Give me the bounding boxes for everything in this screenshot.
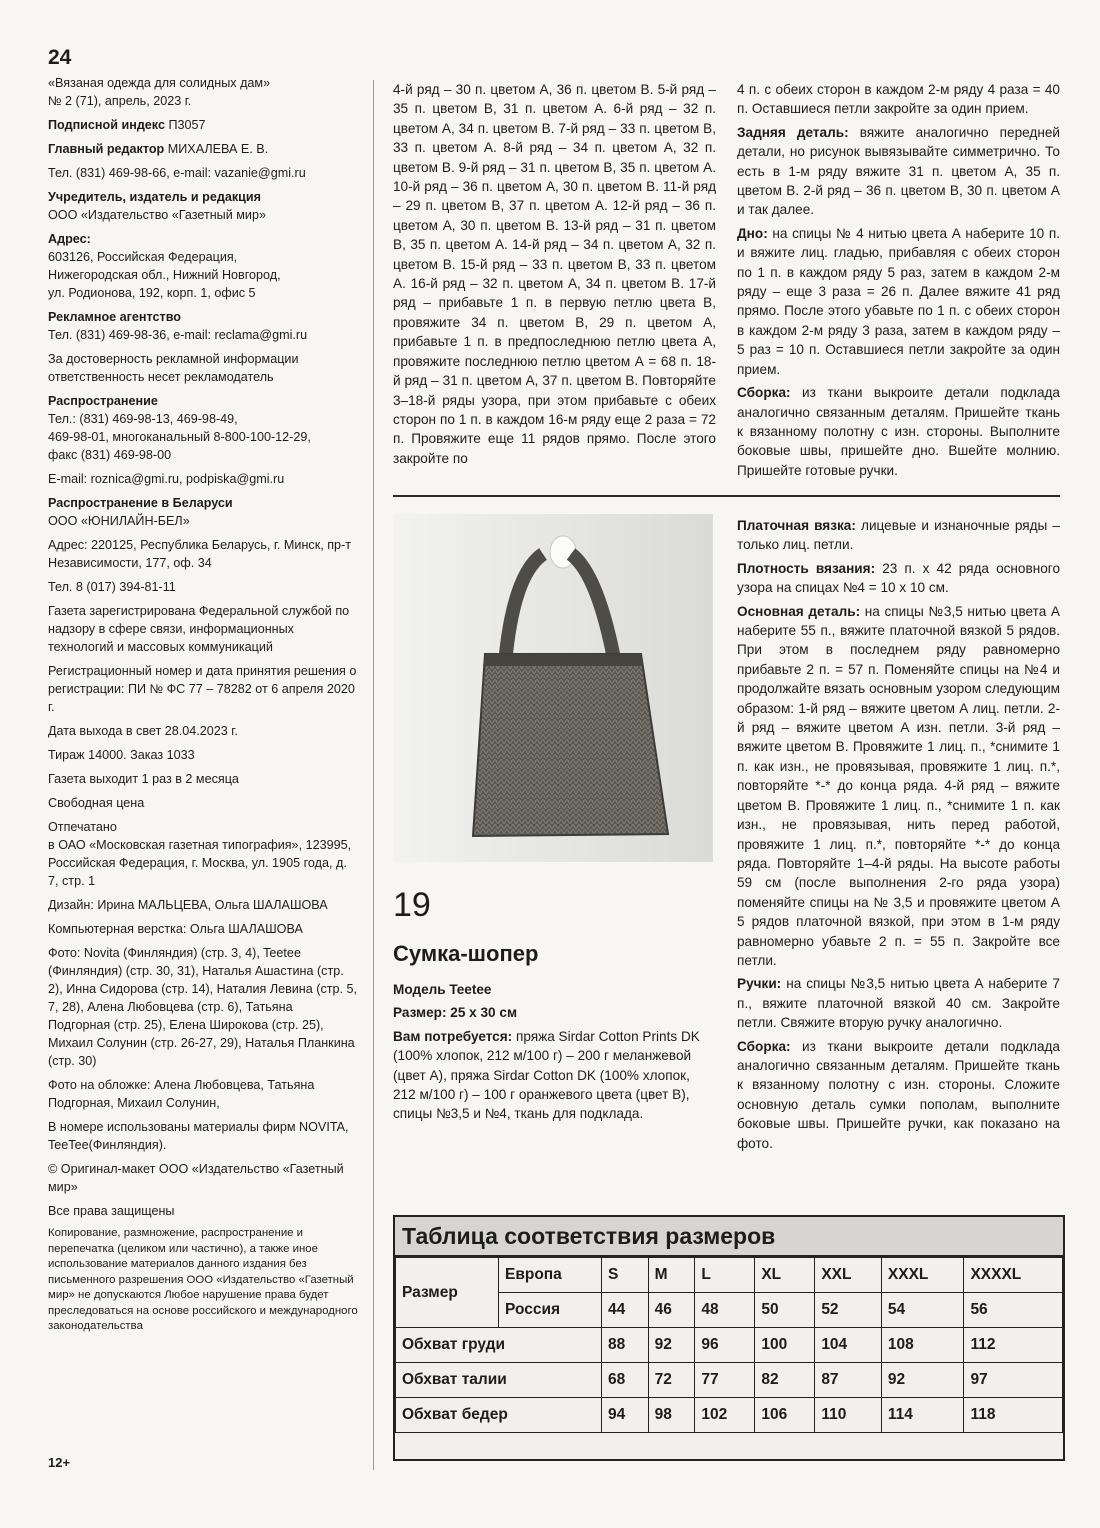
instructions-column-2 — [737, 80, 1060, 484]
table-cell: XXXXL — [964, 1258, 1063, 1293]
table-cell: 112 — [964, 1328, 1063, 1363]
belarus-phone: Тел. 8 (017) 394-81-11 — [48, 580, 176, 594]
column-divider — [373, 80, 374, 1470]
table-cell: 72 — [648, 1363, 695, 1398]
assembly-1: Сборка: из ткани выкроите детали подклада аналогично связанным деталям. Пришейте ткань к вязанному полотну с изн. стороны. Выполните боковые швы, пришейте дно. Вшейте молнию. Пришейте готовые ручки. — [737, 385, 1060, 478]
table-cell: XL — [755, 1258, 815, 1293]
founder: Учредитель, издатель и редакция ООО «Издательство «Газетный мир» — [48, 190, 266, 222]
imprint-column — [48, 46, 358, 1341]
table-cell: 114 — [881, 1398, 964, 1433]
circulation: Тираж 14000. Заказ 1033 — [48, 748, 195, 762]
table-row — [396, 1363, 1063, 1398]
table-cell: 54 — [881, 1293, 964, 1328]
table-cell: 50 — [755, 1293, 815, 1328]
table-cell: 82 — [755, 1363, 815, 1398]
table-cell: 94 — [602, 1398, 649, 1433]
rows-instructions: 4-й ряд – 30 п. цветом А, 36 п. цветом В. 5-й ряд – 35 п. цветом В, 31 п. цветом А. 6-й ряд – 32 п. цветом А, 34 п. цветом В. 7-й ряд – 33 п. цветом В, 33 п. цветом А. 8-й ряд – 34 п. цветом А, 32 п. цветом В. 9-й ряд – 31 п. цветом В, 35 п. цветом А. 10-й ряд – 36 п. цветом А, 30 п. цветом В. 11-й ряд – 29 п. цветом В, 37 п. цветом А. 12-й ряд – 36 п. цветом А, 30 п. цветом В. 13-й ряд – 31 п. цветом В, 35 п. цветом А. 14-й ряд – 34 п. цветом А, 32 п. цветом В. 15-й ряд – 33 п. цветом В, 33 п. цветом А. 16-й ряд – 32 п. цветом А, 34 п. цветом В. 17-й ряд – прибавьте 1 п. в первую петлю цвета В, провяжите 34 п. цветом В, 29 п. цветом А, прибавьте 1 п. в предпоследнюю петлю цвета А, провяжите последнюю петлю цветом А = 68 п. 18-й ряд – 31 п. цветом А, 37 п. цветом В. Повторяйте 3–18-й ряды узора, при этом прибавьте с обеих сторон по 1 п. в каждом 16-м ряду еще 2 раза = 72 п. Провяжите еще 11 рядов прямо. После этого закройте по — [393, 82, 716, 466]
printer: Отпечатано в ОАО «Московская газетная типография», 123995, Российская Федерация, г. Москва, ул. 1905 года, д. 7, стр. 1 — [48, 820, 352, 888]
table-cell: 52 — [815, 1293, 882, 1328]
table-cell: 87 — [815, 1363, 882, 1398]
table-cell: M — [648, 1258, 695, 1293]
table-cell: S — [602, 1258, 649, 1293]
table-cell: 56 — [964, 1293, 1063, 1328]
cover-photo-credits: Фото на обложке: Алена Любовцева, Татьяна Подгорная, Михаил Солунин, — [48, 1078, 315, 1110]
model-number: 19 — [393, 886, 431, 924]
handles: Ручки: на спицы №3,5 нитью цвета А наберите 7 п., вяжите платочной вязкой 40 см. Закройте петли. Свяжите вторую ручку аналогично. — [737, 976, 1060, 1031]
frequency: Газета выходит 1 раз в 2 месяца — [48, 772, 239, 786]
back-piece: Задняя деталь: вяжите аналогично передней детали, но рисунок вывязывайте симметрично. То есть в 1-м ряду вяжите 31 п. цветом А, 35 п. цветом В. 2-й ряд – 36 п. цветом В, 30 п. цветом А и так далее. — [737, 124, 1060, 218]
design-credits: Дизайн: Ирина МАЛЬЦЕВА, Ольга ШАЛАШОВА — [48, 898, 328, 912]
rights: Все права защищены — [48, 1204, 175, 1218]
row-label: Обхват талии — [396, 1363, 602, 1398]
table-row — [396, 1258, 1063, 1293]
copyright: © Оригинал-макет ООО «Издательство «Газетный мир» — [48, 1162, 344, 1194]
instructions-column-3 — [737, 516, 1060, 1157]
age-rating: 12+ — [48, 1455, 71, 1470]
distribution: Распространение Тел.: (831) 469-98-13, 469-98-49, 469-98-01, многоканальный 8-800-100-12-29, факс (831) 469-98-00 — [48, 394, 311, 462]
assembly-2: Сборка: из ткани выкроите детали подклада аналогично связанным деталям. Пришейте ткань к вязанному полотну с изн. стороны. Сложите основную деталь сумки пополам, выполните боковые швы. Пришейте ручки, как показано на фото. — [737, 1038, 1060, 1151]
release-date: Дата выхода в свет 28.04.2023 г. — [48, 724, 238, 738]
russia-label: Россия — [499, 1293, 602, 1328]
table-cell: L — [695, 1258, 755, 1293]
size-table-grid — [395, 1257, 1063, 1433]
model-materials: Вам потребуется: пряжа Sirdar Cotton Prints DK (100% хлопок, 212 м/100 г) – 200 г меланжевой (цвет А), пряжа Sirdar Cotton DK (100% хлопок, 212 м/100 г) – 100 г оранжевого цвета (цвет В), спицы №3,5 и №4, ткань для подклада. — [393, 1028, 700, 1122]
table-row — [396, 1398, 1063, 1433]
ads-disclaimer: За достоверность рекламной информации ответственность несет рекламодатель — [48, 352, 299, 384]
table-cell: 118 — [964, 1398, 1063, 1433]
table-cell: 48 — [695, 1293, 755, 1328]
section-divider — [393, 495, 1060, 497]
materials-credits: В номере использованы материалы фирм NOVITA, TeeTee(Финляндия). — [48, 1120, 349, 1152]
belarus-address: Адрес: 220125, Республика Беларусь, г. Минск, пр-т Независимости, 177, оф. 34 — [48, 538, 351, 570]
legal-notice: Копирование, размножение, распространение и перепечатка (целиком или частично), а также иное использование материалов данного издания без письменного разрешения ООО «Издательство «Газетный мир» не допускаются Любое нарушение права будет преследоваться на основе российского и международного законодательства — [48, 1227, 358, 1332]
newspaper-title: «Вязаная одежда для солидных дам» № 2 (71), апрель, 2023 г. — [48, 76, 271, 108]
table-cell: 88 — [602, 1328, 649, 1363]
europe-label: Европа — [499, 1258, 602, 1293]
table-cell: 92 — [881, 1363, 964, 1398]
size-table-title: Таблица соответствия размеров — [395, 1217, 1063, 1257]
size-header: Размер — [396, 1258, 499, 1328]
model-info — [393, 940, 716, 1128]
table-cell: 77 — [695, 1363, 755, 1398]
table-cell: 104 — [815, 1328, 882, 1363]
bag-photo — [393, 514, 713, 862]
table-row — [396, 1328, 1063, 1363]
row-label: Обхват груди — [396, 1328, 602, 1363]
garter-stitch: Платочная вязка: лицевые и изнаночные ряды – только лиц. петли. — [737, 518, 1060, 553]
gauge: Плотность вязания: 23 п. х 42 ряда основного узора на спицах №4 = 10 х 10 см. — [737, 560, 1061, 596]
layout-credits: Компьютерная верстка: Ольга ШАЛАШОВА — [48, 922, 303, 936]
photo-credits: Фото: Novita (Финляндия) (стр. 3, 4), Teetee (Финляндия) (стр. 30, 31), Наталья Ашастина (стр. 2), Инна Сидорова (стр. 14), Наталия Левина (стр. 5, 7, 28), Алена Любовцева (стр. 6), Татьяна Подгорная (стр. 25), Елена Широкова (стр. 25), Михаил Солунин (стр. 26-27, 29), Наталья Планкина (стр. 30) — [48, 946, 358, 1068]
subscription-index: Подписной индекс П3057 — [48, 118, 206, 132]
table-cell: 96 — [695, 1328, 755, 1363]
table-cell: 92 — [648, 1328, 695, 1363]
ads-agency: Рекламное агентство Тел. (831) 469-98-36, e-mail: reclama@gmi.ru — [48, 310, 308, 342]
row-label: Обхват бедер — [396, 1398, 602, 1433]
size-table — [393, 1215, 1065, 1461]
registration: Газета зарегистрирована Федеральной службой по надзору в сфере связи, информационных технологий и массовых коммуникаций — [48, 604, 350, 654]
distribution-email: E-mail: roznica@gmi.ru, podpiska@gmi.ru — [48, 472, 285, 486]
address: Адрес: 603126, Российская Федерация, Нижегородская обл., Нижний Новгород, ул. Родионова, 192, корп. 1, офис 5 — [48, 232, 281, 300]
table-cell: 44 — [602, 1293, 649, 1328]
decrease-instructions: 4 п. с обеих сторон в каждом 2-м ряду 4 раза = 40 п. Оставшиеся петли закройте за один прием. — [737, 82, 1060, 117]
model-brand: Модель Teetee — [393, 982, 492, 997]
page-number: 24 — [48, 46, 72, 69]
table-cell: 110 — [815, 1398, 882, 1433]
table-cell: 46 — [648, 1293, 695, 1328]
shopper-bag-illustration — [393, 514, 713, 862]
table-cell: 106 — [755, 1398, 815, 1433]
model-size: Размер: 25 х 30 см — [393, 1005, 518, 1021]
table-cell: 68 — [602, 1363, 649, 1398]
chief-editor: Главный редактор МИХАЛЕВА Е. В. — [48, 142, 269, 156]
instructions-column-1 — [393, 80, 716, 472]
bottom-piece: Дно: на спицы № 4 нитью цвета А наберите 10 п. и вяжите лиц. гладью, прибавляя с обеих сторон по 1 п. в каждом ряду 5 раз, затем в каждом 2-м ряду – еще 3 раза = 26 п. Далее вяжите 41 ряд прямо. После этого убавьте по 1 п. с обеих сторон в каждом 2-м ряду 3 раза, затем в каждом ряду – 5 раз = 10 п. Оставшиеся петли закройте за один прием. — [737, 225, 1060, 377]
table-cell: 97 — [964, 1363, 1063, 1398]
table-cell: XXXL — [881, 1258, 964, 1293]
price: Свободная цена — [48, 796, 145, 810]
table-cell: XXL — [815, 1258, 882, 1293]
table-cell: 108 — [881, 1328, 964, 1363]
model-title: Сумка-шопер — [393, 941, 539, 966]
belarus-distribution: Распространение в Беларуси ООО «ЮНИЛАЙН-БЕЛ» — [48, 496, 233, 528]
editor-contacts: Тел. (831) 469-98-66, e-mail: vazanie@gmi.ru — [48, 166, 306, 180]
main-piece: Основная деталь: на спицы №3,5 нитью цвета А наберите 55 п., вяжите платочной вязкой 5 рядов. При этом в последнем ряду равномерно прибавьте 2 п. = 57 п. Поменяйте спицы на №4 и продолжайте вязать основным узором следующим образом: 1-й ряд – вяжите цветом А лиц. петли. 2-й ряд – вяжите цветом А изн. петли. 3-й ряд – вяжите цветом В. Провяжите 1 лиц. п., *снимите 1 п. как изн., не провязывая, провяжите 1 лиц. п.*, повторяйте *-* до конца ряда. 4-й ряд – вяжите цветом В. Провяжите 1 лиц. п., *снимите 1 п. как изн., не провязывая, нить перед работой, провяжите 1 лиц. п.*, повторяйте *-* до конца ряда. Повторяйте 1–4-й ряды. На высоте работы 59 см (после выполнения 2-го ряда узора) поменяйте спицы на № 3,5 и провяжите цветом А 5 рядов платочной вязкой, при этом в 1-м ряду равномерно убавьте 2 п. = 55 п. Закройте все петли. — [737, 603, 1060, 968]
table-cell: 102 — [695, 1398, 755, 1433]
table-cell: 98 — [648, 1398, 695, 1433]
table-cell: 100 — [755, 1328, 815, 1363]
registration-number: Регистрационный номер и дата принятия решения о регистрации: ПИ № ФС 77 – 78282 от 6 апреля 2020 г. — [48, 664, 357, 714]
